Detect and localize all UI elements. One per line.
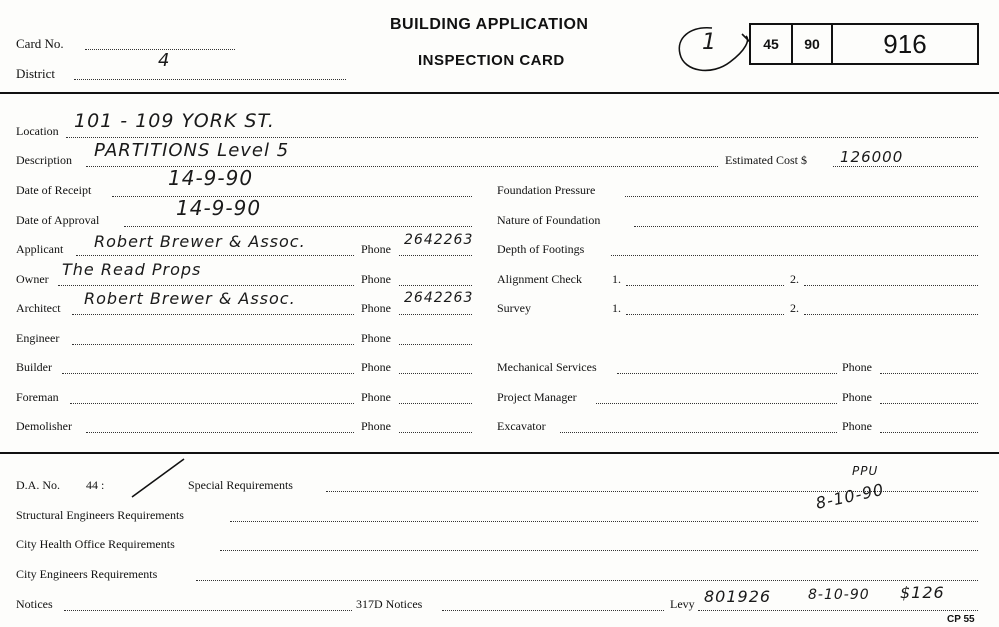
architect-phone-line bbox=[399, 314, 472, 315]
applicant-line bbox=[76, 255, 354, 256]
structural-note: 8-10-90 bbox=[814, 479, 886, 513]
location-value: 101 - 109 YORK ST. bbox=[74, 110, 275, 132]
district-value: 4 bbox=[158, 50, 171, 71]
applicant-phone-label: Phone bbox=[361, 242, 391, 256]
da-no-value: 44 : bbox=[86, 478, 105, 492]
architect-value: Robert Brewer & Assoc. bbox=[84, 289, 296, 308]
da-no-label: D.A. No. bbox=[16, 478, 60, 492]
applicant-label: Applicant bbox=[16, 242, 64, 256]
health-line bbox=[220, 550, 978, 551]
project-manager-line bbox=[596, 403, 837, 404]
demolisher-label: Demolisher bbox=[16, 419, 72, 433]
mechanical-phone-label: Phone bbox=[842, 360, 872, 374]
survey-two-line bbox=[804, 314, 978, 315]
description-value: PARTITIONS Level 5 bbox=[94, 140, 290, 161]
architect-phone-label: Phone bbox=[361, 301, 391, 315]
location-line bbox=[66, 137, 978, 138]
architect-phone: 2642263 bbox=[404, 290, 474, 306]
project-manager-phone-label: Phone bbox=[842, 390, 872, 404]
applicant-value: Robert Brewer & Assoc. bbox=[94, 232, 306, 251]
builder-label: Builder bbox=[16, 360, 52, 374]
da-slash-mark-icon bbox=[128, 455, 188, 500]
section-divider bbox=[0, 452, 999, 454]
description-label: Description bbox=[16, 153, 72, 167]
date-receipt-value: 14-9-90 bbox=[168, 166, 254, 190]
levy-amount: $126 bbox=[900, 583, 945, 602]
header-divider bbox=[0, 92, 999, 94]
form-code: CP 55 bbox=[947, 614, 975, 625]
demolisher-phone-label: Phone bbox=[361, 419, 391, 433]
builder-phone-label: Phone bbox=[361, 360, 391, 374]
foundation-pressure-label: Foundation Pressure bbox=[497, 183, 596, 197]
applicant-phone-line bbox=[399, 255, 472, 256]
notices-317d-line bbox=[442, 610, 664, 611]
notices-line bbox=[64, 610, 352, 611]
architect-line bbox=[72, 314, 354, 315]
foreman-line bbox=[70, 403, 354, 404]
special-note: PPU bbox=[852, 464, 879, 478]
foreman-phone-label: Phone bbox=[361, 390, 391, 404]
survey-one-label: 1. bbox=[612, 301, 621, 315]
applicant-phone: 2642263 bbox=[404, 232, 474, 248]
form-title: BUILDING APPLICATION bbox=[390, 16, 589, 33]
notices-317d-label: 317D Notices bbox=[356, 597, 423, 611]
demolisher-phone-line bbox=[399, 432, 472, 433]
project-manager-label: Project Manager bbox=[497, 390, 577, 404]
health-label: City Health Office Requirements bbox=[16, 537, 175, 551]
location-label: Location bbox=[16, 124, 59, 138]
structural-label: Structural Engineers Requirements bbox=[16, 508, 184, 522]
date-approval-line bbox=[124, 226, 472, 227]
mechanical-phone-line bbox=[880, 373, 978, 374]
demolisher-line bbox=[86, 432, 354, 433]
date-approval-label: Date of Approval bbox=[16, 213, 100, 227]
mechanical-label: Mechanical Services bbox=[497, 360, 597, 374]
engineer-label: Engineer bbox=[16, 331, 60, 345]
levy-label: Levy bbox=[670, 597, 695, 611]
survey-two-label: 2. bbox=[790, 301, 799, 315]
city-engineers-line bbox=[196, 580, 978, 581]
date-approval-value: 14-9-90 bbox=[176, 196, 262, 220]
engineer-line bbox=[72, 344, 354, 345]
card-no-label: Card No. bbox=[16, 36, 64, 51]
owner-label: Owner bbox=[16, 272, 49, 286]
levy-date: 8-10-90 bbox=[808, 587, 870, 603]
owner-phone-line bbox=[399, 285, 472, 286]
special-requirements-label: Special Requirements bbox=[188, 478, 293, 492]
foreman-phone-line bbox=[399, 403, 472, 404]
mechanical-line bbox=[617, 373, 837, 374]
owner-phone-label: Phone bbox=[361, 272, 391, 286]
date-receipt-line bbox=[112, 196, 472, 197]
levy-line bbox=[698, 610, 978, 611]
foreman-label: Foreman bbox=[16, 390, 59, 404]
survey-label: Survey bbox=[497, 301, 531, 315]
owner-value: The Read Props bbox=[62, 260, 202, 279]
box-2: 90 bbox=[791, 23, 833, 65]
date-receipt-label: Date of Receipt bbox=[16, 183, 92, 197]
depth-footings-label: Depth of Footings bbox=[497, 242, 585, 256]
foundation-pressure-line bbox=[625, 196, 978, 197]
project-manager-phone-line bbox=[880, 403, 978, 404]
excavator-line bbox=[560, 432, 837, 433]
estimated-cost-value: 126000 bbox=[840, 148, 904, 166]
structural-line bbox=[230, 521, 978, 522]
excavator-label: Excavator bbox=[497, 419, 546, 433]
alignment-one-line bbox=[626, 285, 784, 286]
builder-line bbox=[62, 373, 354, 374]
alignment-check-label: Alignment Check bbox=[497, 272, 582, 286]
circled-mark-value: 1 bbox=[702, 30, 717, 55]
alignment-two-label: 2. bbox=[790, 272, 799, 286]
box-1: 45 bbox=[749, 23, 793, 65]
owner-line bbox=[58, 285, 354, 286]
levy-value: 801926 bbox=[704, 587, 772, 606]
city-engineers-label: City Engineers Requirements bbox=[16, 567, 158, 581]
estimated-cost-label: Estimated Cost $ bbox=[725, 153, 807, 167]
district-line bbox=[74, 79, 346, 80]
depth-footings-line bbox=[611, 255, 978, 256]
notices-label: Notices bbox=[16, 597, 53, 611]
estimated-cost-line bbox=[833, 166, 978, 167]
form-subtitle: INSPECTION CARD bbox=[418, 52, 565, 69]
survey-one-line bbox=[626, 314, 784, 315]
engineer-phone-label: Phone bbox=[361, 331, 391, 345]
builder-phone-line bbox=[399, 373, 472, 374]
engineer-phone-line bbox=[399, 344, 472, 345]
nature-foundation-label: Nature of Foundation bbox=[497, 213, 601, 227]
alignment-two-line bbox=[804, 285, 978, 286]
excavator-phone-label: Phone bbox=[842, 419, 872, 433]
architect-label: Architect bbox=[16, 301, 61, 315]
excavator-phone-line bbox=[880, 432, 978, 433]
box-3: 916 bbox=[831, 23, 979, 65]
alignment-one-label: 1. bbox=[612, 272, 621, 286]
district-label: District bbox=[16, 66, 55, 81]
nature-foundation-line bbox=[634, 226, 978, 227]
